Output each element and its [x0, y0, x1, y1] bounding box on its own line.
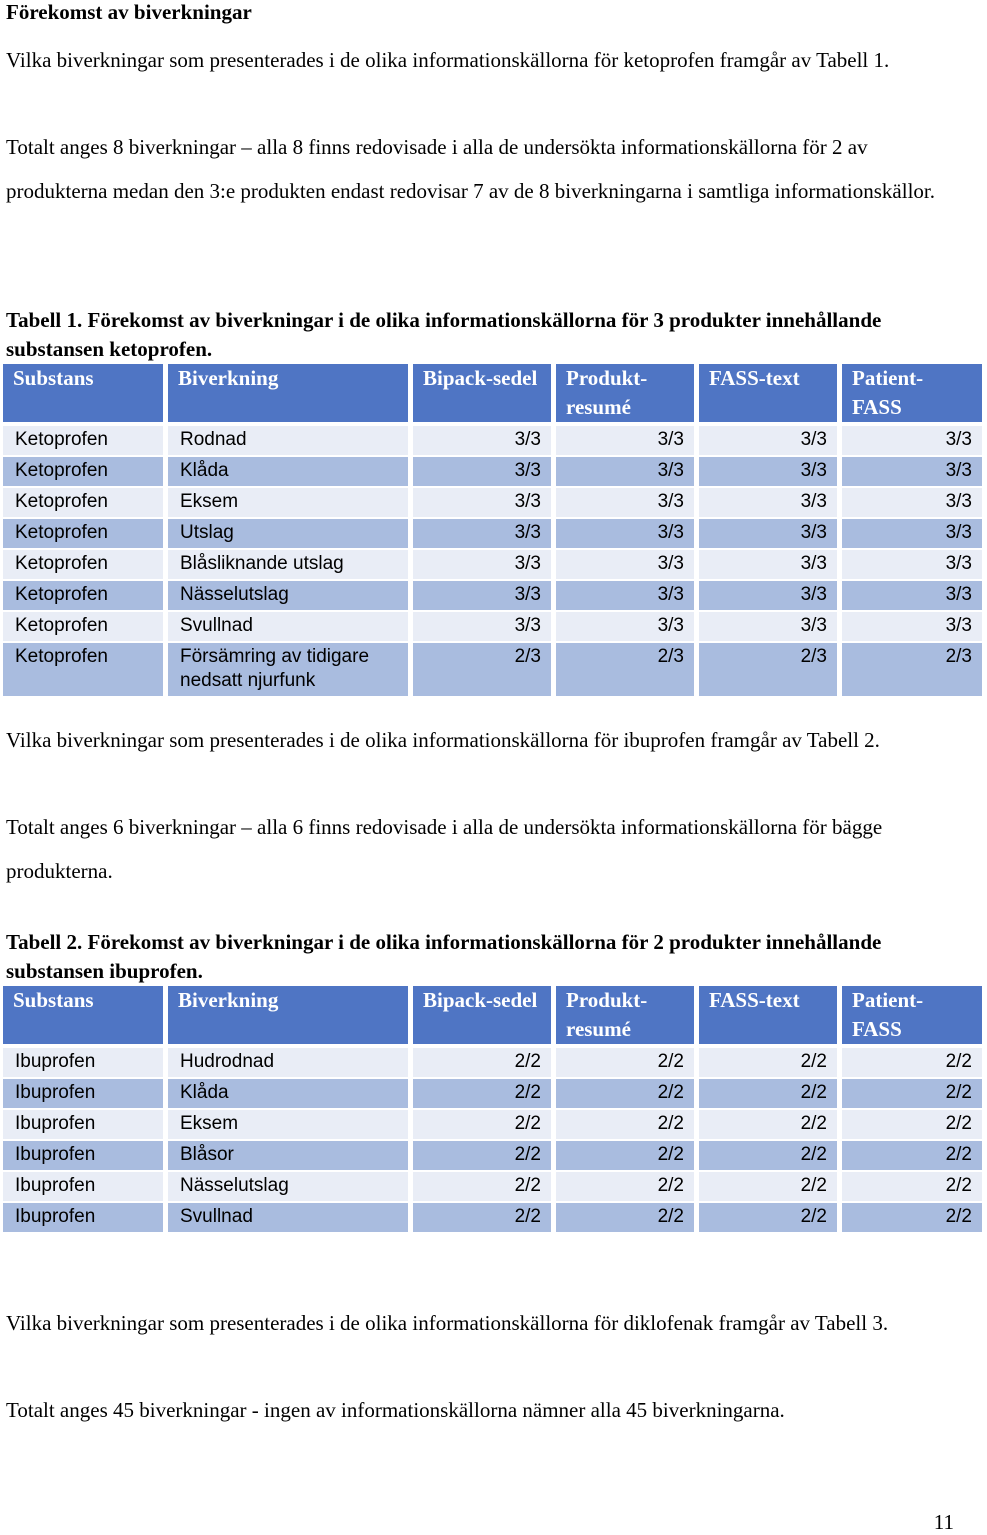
- table-cell: 2/2: [842, 1047, 982, 1078]
- table-row: [3, 456, 982, 487]
- table-row: [3, 611, 982, 642]
- table-row: [3, 549, 982, 580]
- table-cell: Ketoprofen: [3, 487, 163, 518]
- table-cell: 3/3: [842, 611, 982, 642]
- table-row: [3, 1171, 982, 1202]
- table1-header-row: [3, 364, 982, 425]
- table-cell: 2/2: [842, 1202, 982, 1233]
- table-cell: 2/2: [556, 1202, 694, 1233]
- table-row: [3, 487, 982, 518]
- table-cell: Ketoprofen: [3, 642, 163, 697]
- column-header: Biverkning: [168, 364, 408, 425]
- table-cell: 2/2: [842, 1171, 982, 1202]
- table-cell: 3/3: [699, 611, 837, 642]
- intro-paragraph-1: Vilka biverkningar som presenterades i de olika informationskällorna för ketoprofen framgår av Tabell 1.: [6, 48, 890, 72]
- table-cell: Klåda: [168, 456, 408, 487]
- column-header: Patient-FASS: [842, 986, 982, 1047]
- table-cell: 2/2: [556, 1171, 694, 1202]
- table-cell: 2/2: [699, 1140, 837, 1171]
- table-cell: 3/3: [413, 487, 551, 518]
- table-cell: 2/2: [842, 1109, 982, 1140]
- table-cell: 2/3: [413, 642, 551, 697]
- diklofenak-paragraph-2: Totalt anges 45 biverkningar - ingen av informationskällorna nämner alla 45 biverkningarna.: [6, 1398, 785, 1422]
- table-1: [0, 364, 987, 697]
- column-header: Produkt-resumé: [556, 986, 694, 1047]
- table-cell: 2/2: [413, 1047, 551, 1078]
- table-cell: 2/2: [413, 1109, 551, 1140]
- table-cell: Ketoprofen: [3, 425, 163, 456]
- table-cell: Blåsliknande utslag: [168, 549, 408, 580]
- table-cell: Ketoprofen: [3, 518, 163, 549]
- column-header: Bipack-sedel: [413, 986, 551, 1047]
- table-cell: 2/2: [413, 1171, 551, 1202]
- table-cell: 3/3: [842, 456, 982, 487]
- table1-caption: Tabell 1. Förekomst av biverkningar i de olika informationskällorna för 3 produkter innehållande substansen ketoprofen.: [6, 308, 882, 361]
- table-cell: 2/3: [699, 642, 837, 697]
- table-row: [3, 642, 982, 697]
- table-cell: 2/2: [699, 1109, 837, 1140]
- table-row: [3, 1109, 982, 1140]
- table-row: [3, 518, 982, 549]
- table-row: [3, 425, 982, 456]
- table-cell: Svullnad: [168, 611, 408, 642]
- table-cell: 3/3: [413, 456, 551, 487]
- table-row: [3, 580, 982, 611]
- table-cell: 2/2: [556, 1109, 694, 1140]
- table-cell: 3/3: [842, 518, 982, 549]
- table-cell: 3/3: [842, 549, 982, 580]
- table-cell: 3/3: [413, 425, 551, 456]
- table-cell: 3/3: [556, 456, 694, 487]
- table-cell: 2/2: [842, 1140, 982, 1171]
- column-header: Patient-FASS: [842, 364, 982, 425]
- table-cell: 3/3: [556, 425, 694, 456]
- table-cell: Svullnad: [168, 1202, 408, 1233]
- table-2: [0, 986, 987, 1233]
- diklofenak-paragraph-1: Vilka biverkningar som presenterades i de olika informationskällorna för diklofenak framgår av Tabell 3.: [6, 1311, 889, 1335]
- column-header: Substans: [3, 364, 163, 425]
- table-cell: 3/3: [699, 425, 837, 456]
- page-number: 11: [933, 1510, 954, 1534]
- table-row: [3, 1047, 982, 1078]
- table-cell: 2/2: [699, 1202, 837, 1233]
- table2-caption: Tabell 2. Förekomst av biverkningar i de olika informationskällorna för 2 produkter innehållande substansen ibuprofen.: [6, 930, 882, 983]
- table-row: [3, 1202, 982, 1233]
- table-cell: 3/3: [413, 580, 551, 611]
- table-cell: Nässelutslag: [168, 580, 408, 611]
- table-cell: 2/2: [556, 1078, 694, 1109]
- table-cell: Ketoprofen: [3, 549, 163, 580]
- table-cell: 3/3: [699, 580, 837, 611]
- table-cell: Ketoprofen: [3, 611, 163, 642]
- table-cell: 2/3: [842, 642, 982, 697]
- table-cell: 3/3: [842, 580, 982, 611]
- table-row: [3, 1140, 982, 1171]
- table-cell: Försämring av tidigare nedsatt njurfunk: [168, 642, 408, 697]
- table-cell: 2/3: [556, 642, 694, 697]
- table-cell: 2/2: [699, 1171, 837, 1202]
- table-cell: Eksem: [168, 487, 408, 518]
- table-cell: 3/3: [842, 487, 982, 518]
- table-cell: Rodnad: [168, 425, 408, 456]
- table-cell: Klåda: [168, 1078, 408, 1109]
- table-cell: 3/3: [699, 456, 837, 487]
- table-cell: Ibuprofen: [3, 1109, 163, 1140]
- table-cell: 2/2: [699, 1047, 837, 1078]
- table-cell: 2/2: [413, 1140, 551, 1171]
- table-cell: 3/3: [413, 518, 551, 549]
- column-header: FASS-text: [699, 986, 837, 1047]
- table-cell: 2/2: [556, 1140, 694, 1171]
- table-cell: 3/3: [699, 549, 837, 580]
- table-cell: 2/2: [413, 1078, 551, 1109]
- table-cell: 2/2: [699, 1078, 837, 1109]
- table-cell: 3/3: [413, 611, 551, 642]
- column-header: Bipack-sedel: [413, 364, 551, 425]
- table-cell: 3/3: [556, 487, 694, 518]
- section-heading: Förekomst av biverkningar: [6, 0, 252, 24]
- table-cell: 3/3: [842, 425, 982, 456]
- table-cell: 3/3: [556, 518, 694, 549]
- table-cell: 3/3: [556, 611, 694, 642]
- table-row: [3, 1078, 982, 1109]
- table-cell: 3/3: [556, 549, 694, 580]
- ibuprofen-paragraph-1: Vilka biverkningar som presenterades i de olika informationskällorna för ibuprofen framgår av Tabell 2.: [6, 728, 880, 752]
- table-cell: Ibuprofen: [3, 1171, 163, 1202]
- table-cell: Nässelutslag: [168, 1171, 408, 1202]
- table-cell: 3/3: [699, 518, 837, 549]
- table-cell: 2/2: [842, 1078, 982, 1109]
- table-cell: Ketoprofen: [3, 456, 163, 487]
- table-cell: Ibuprofen: [3, 1078, 163, 1109]
- table-cell: 2/2: [556, 1047, 694, 1078]
- table-cell: Ibuprofen: [3, 1140, 163, 1171]
- table-cell: Eksem: [168, 1109, 408, 1140]
- column-header: FASS-text: [699, 364, 837, 425]
- ibuprofen-paragraph-2: Totalt anges 6 biverkningar – alla 6 finns redovisade i alla de undersökta informationskällorna för bägge produkterna.: [6, 815, 883, 883]
- table-cell: 2/2: [413, 1202, 551, 1233]
- table-cell: Ketoprofen: [3, 580, 163, 611]
- intro-paragraph-2: Totalt anges 8 biverkningar – alla 8 finns redovisade i alla de undersökta informationskällorna för 2 av produkterna medan den 3:e produkten endast redovisar 7 av de 8 biverkningarna i samtliga informationskällor.: [6, 135, 935, 203]
- column-header: Substans: [3, 986, 163, 1047]
- table-cell: Ibuprofen: [3, 1202, 163, 1233]
- table-cell: Hudrodnad: [168, 1047, 408, 1078]
- column-header: Produkt-resumé: [556, 364, 694, 425]
- table-cell: Blåsor: [168, 1140, 408, 1171]
- table-cell: 3/3: [556, 580, 694, 611]
- column-header: Biverkning: [168, 986, 408, 1047]
- table-cell: 3/3: [699, 487, 837, 518]
- table-cell: 3/3: [413, 549, 551, 580]
- table-cell: Utslag: [168, 518, 408, 549]
- table-cell: Ibuprofen: [3, 1047, 163, 1078]
- table2-header-row: [3, 986, 982, 1047]
